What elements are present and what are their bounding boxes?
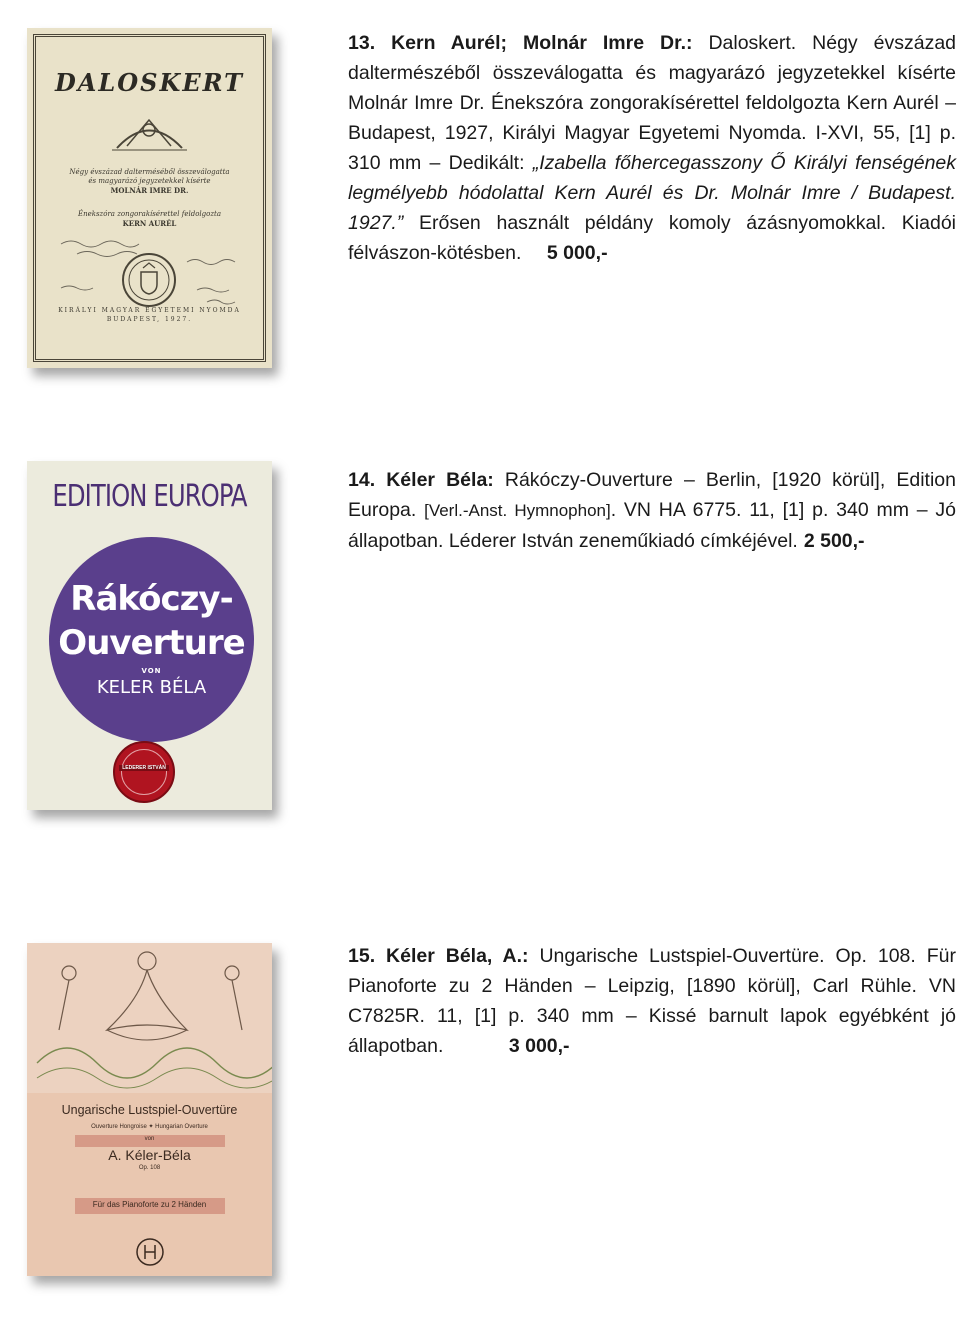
cover-arrangement: Für das Pianoforte zu 2 Händen bbox=[92, 1200, 207, 1209]
entry-text-after: Erősen használt példány komoly ázásnyomokkal. Kiadói félvászon-kötésben. bbox=[348, 212, 956, 264]
seal-label: LEDERER ISTVÁN bbox=[119, 765, 169, 771]
entry-price: 5 000,- bbox=[546, 242, 608, 264]
entry-text: Daloskert. Négy évszázad daltermészéből összeválogatta és magyarázó jegyzetekkel kísérte Molnár Imre Dr. Énekszóra zongorakísérettel feldolgozta Kern Aurél – Budapest, 1927, Királyi Magyar Egyetemi Nyomda. I-XVI, 55, [1] p. 310 mm – Dedikált: bbox=[348, 32, 957, 174]
cover-composer: A. Kéler-Béla bbox=[108, 1147, 191, 1163]
entry-text: Rákóczy-Ouverture – Berlin, [1920 körül], Edition Europa. bbox=[348, 469, 956, 521]
cover-von: von bbox=[144, 1136, 155, 1142]
entry-number: 13. bbox=[348, 32, 376, 54]
entry-text-after: . VN HA 6775. 11, [1] p. 340 mm – Jó állapotban. Léderer István zeneműkiadó címkéjével. bbox=[348, 499, 956, 552]
cover-composer: KELER BÉLA bbox=[96, 677, 207, 698]
entry-author: Kern Aurél; Molnár Imre Dr.: bbox=[391, 32, 693, 54]
entry-description bbox=[348, 941, 956, 1061]
cover-imprint-1: KIRÁLYI MAGYAR EGYETEMI NYOMDA bbox=[58, 307, 241, 314]
entry-price: 2 500,- bbox=[803, 530, 865, 552]
entry-number: 15. bbox=[348, 945, 376, 967]
entry-author: Kéler Béla: bbox=[386, 469, 494, 491]
cover-publisher: EDITION EUROPA bbox=[52, 479, 247, 514]
art-nouveau-illustration bbox=[27, 943, 272, 1093]
cover-title-1: Rákóczy- bbox=[70, 579, 233, 619]
cover-title: DALOSKERT bbox=[54, 68, 245, 97]
publisher-monogram-icon bbox=[135, 1237, 165, 1267]
cover-title: Ungarische Lustspiel-Ouvertüre bbox=[61, 1103, 238, 1117]
cover-opus: Op. 108 bbox=[138, 1165, 161, 1171]
cover-title-2: Ouverture bbox=[58, 623, 245, 663]
lyre-ornament-icon bbox=[107, 108, 192, 153]
cover-title-circle bbox=[49, 537, 254, 742]
cover-arranger-1: Énekszóra zongorakísérettel feldolgozta bbox=[77, 210, 222, 218]
entry-dedication: „Izabella főhercegasszony Ő Királyi fenségének legmélyebb hódolattal Kern Aurél és Dr. Molnár Imre / Budapest. 1927.” bbox=[348, 152, 957, 234]
entry-description bbox=[348, 465, 956, 556]
cover-subtitle-1: Négy évszázad dalterméséből összeválogatta bbox=[69, 168, 230, 176]
entry-price: 3 000,- bbox=[508, 1035, 570, 1057]
cover-von: VON bbox=[141, 667, 162, 675]
cover-subtitle-2: és magyarázó jegyzetekkel kísérte bbox=[88, 177, 211, 185]
entry-author: Kéler Béla, A.: bbox=[386, 945, 529, 967]
entry-description bbox=[348, 28, 956, 268]
entry-text-small: [Verl.-Anst. Hymnophon] bbox=[424, 501, 611, 520]
entry-text: Ungarische Lustspiel-Ouvertüre. Op. 108. Für Pianoforte zu 2 Händen – Leipzig, [1890 körül], Carl Rühle. VN C7825R. 11, [1] p. 340 mm – Kissé barnult lapok egyébként jó állapotban. bbox=[348, 945, 956, 1057]
cover-arranger-2: KERN AURÉL bbox=[122, 219, 177, 228]
coat-of-arms-icon bbox=[119, 250, 179, 310]
cover-subtitle: Ouverture Hongroise ✦ Hungarian Overture bbox=[91, 1124, 208, 1130]
entry-number: 14. bbox=[348, 469, 376, 491]
cover-image-rakoczy bbox=[27, 461, 272, 810]
cover-subtitle-3: MOLNÁR IMRE DR. bbox=[110, 186, 189, 195]
cover-imprint-2: BUDAPEST, 1927. bbox=[106, 316, 193, 323]
publisher-seal-icon bbox=[113, 741, 175, 803]
cover-image-ungarische bbox=[27, 943, 272, 1276]
cover-image-daloskert bbox=[27, 28, 272, 368]
